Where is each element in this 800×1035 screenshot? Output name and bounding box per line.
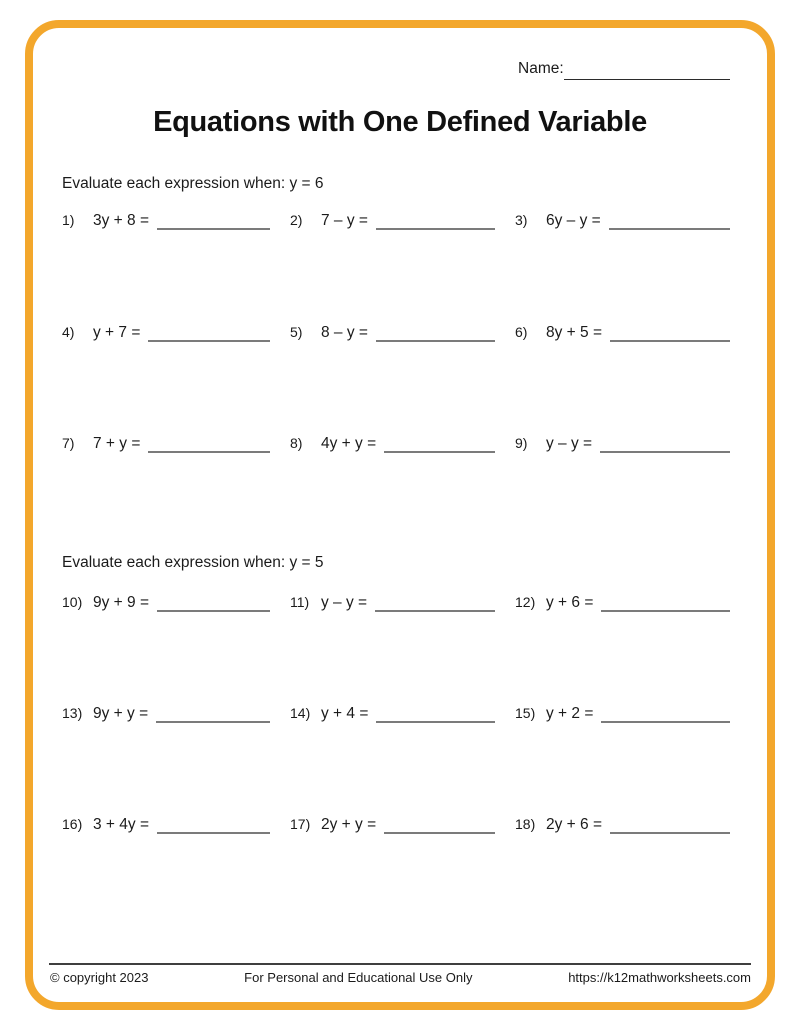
problem [62,321,270,342]
problem [290,209,495,230]
problem-expression: 3y + 8 = [93,212,150,229]
problem-number: 7) [62,435,75,451]
problem-expression: 6y – y = [546,212,601,229]
problem [290,702,495,723]
problem-expression: y – y = [321,594,368,611]
section-instruction: Evaluate each expression when: y = 6 [62,175,324,192]
problem-expression: y + 2 = [546,705,594,722]
answer-line [148,339,270,342]
answer-line [375,609,495,612]
problem [515,209,730,230]
page-title: Equations with One Defined Variable [153,106,647,138]
problem-row [62,209,730,230]
footer-usage: For Personal and Educational Use Only [244,970,473,985]
problem-number: 15) [515,705,536,721]
problem-expression: 8y + 5 = [546,324,603,341]
problem-number: 2) [290,212,303,228]
answer-line [610,831,730,834]
problem [515,432,730,453]
problem-number: 5) [290,324,303,340]
problem-number: 10) [62,594,83,610]
answer-line [148,450,270,453]
problem-expression: y + 4 = [321,705,369,722]
problem-expression: 7 – y = [321,212,368,229]
problem-expression: 4y + y = [321,435,377,452]
problem [515,591,730,612]
problem-number: 18) [515,816,536,832]
problem-expression: 7 + y = [93,435,141,452]
problem [515,702,730,723]
problem-expression: y + 6 = [546,594,594,611]
problem-expression: y + 7 = [93,324,141,341]
section-instruction: Evaluate each expression when: y = 5 [62,554,324,571]
answer-line [600,450,730,453]
problem [515,321,730,342]
problem [515,813,730,834]
problem [290,813,495,834]
problem-number: 14) [290,705,311,721]
problem-row [62,321,730,342]
problem-row [62,591,730,612]
answer-line [610,339,730,342]
problem [290,591,495,612]
problem-number: 11) [290,594,310,610]
problem-number: 17) [290,816,311,832]
problem-number: 13) [62,705,83,721]
name-line [564,62,730,80]
problem [62,432,270,453]
footer-url: https://k12mathworksheets.com [568,970,751,985]
problem [290,432,495,453]
answer-line [156,720,270,723]
footer-copyright: © copyright 2023 [50,970,149,985]
answer-line [157,609,270,612]
answer-line [376,339,495,342]
problem [290,321,495,342]
problem-expression: 9y + 9 = [93,594,150,611]
problem-number: 1) [62,212,75,228]
problem-number: 6) [515,324,528,340]
answer-line [376,227,495,230]
answer-line [384,450,495,453]
problem-expression: 8 – y = [321,324,368,341]
problem-row [62,432,730,453]
name-label: Name: [518,60,564,77]
problem [62,209,270,230]
page-border [25,20,775,1010]
answer-line [376,720,495,723]
problem-row [62,813,730,834]
problem-expression: 9y + y = [93,705,149,722]
problem-number: 12) [515,594,536,610]
problem-expression: 2y + y = [321,816,377,833]
problem-number: 3) [515,212,528,228]
problem [62,591,270,612]
problem-expression: 2y + 6 = [546,816,603,833]
problem-row [62,702,730,723]
problem-number: 16) [62,816,83,832]
problem-expression: y – y = [546,435,593,452]
answer-line [601,720,730,723]
answer-line [157,227,270,230]
answer-line [384,831,495,834]
answer-line [601,609,730,612]
problem [62,813,270,834]
footer-divider [49,963,751,965]
problem-number: 9) [515,435,528,451]
answer-line [157,831,270,834]
answer-line [609,227,730,230]
problem-expression: 3 + 4y = [93,816,150,833]
problem [62,702,270,723]
problem-number: 4) [62,324,75,340]
problem-number: 8) [290,435,303,451]
footer [50,970,751,985]
